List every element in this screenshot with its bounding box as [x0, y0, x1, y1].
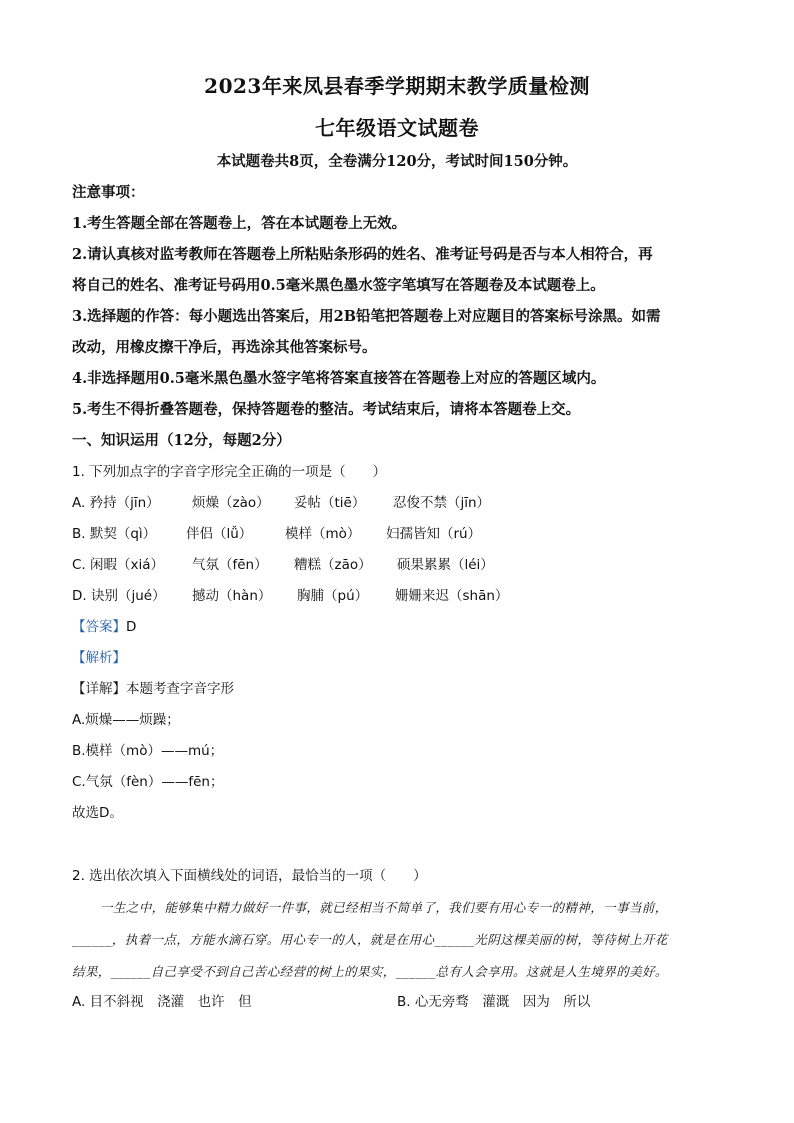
question-stem: 1. 下列加点字的字音字形完全正确的一项是（ ）: [72, 464, 387, 480]
detail-line: [72, 679, 732, 699]
passage-line: 结果，______自己享受不到自己苦心经营的树上的果实，______总有人会享用。这就是人生境界的美好。: [72, 964, 668, 979]
option-item: 糟糕（zāo）: [294, 557, 372, 573]
option-item: 模样（mò）: [285, 526, 361, 542]
option-item: 妇孺皆知（rú）: [386, 526, 482, 542]
analysis-tag: 【解析】: [72, 650, 126, 666]
notice-item: 2.请认真核对监考教师在答题卷上所粘贴条形码的姓名、准考证号码是否与本人相符合，再: [72, 246, 653, 263]
notice-item: 将自己的姓名、准考证号码用0.5毫米黑色墨水签字笔填写在答题卷及本试题卷上。: [72, 277, 605, 294]
option-item: 气氛（fēn）: [192, 557, 268, 573]
notice-item: 5.考生不得折叠答题卷，保持答题卷的整洁。考试结束后，请将本答题卷上交。: [72, 401, 581, 418]
explanation-line: 故选D。: [72, 805, 123, 821]
option-a: A. 目不斜视 浇灌 也许 但: [72, 994, 252, 1010]
question-stem: 2. 选出依次填入下面横线处的词语，最恰当的一项（ ）: [72, 868, 427, 884]
option-item: 忍俊不禁（jīn）: [393, 495, 491, 511]
exam-title: 2023年来凤县春季学期期末教学质量检测: [204, 74, 590, 98]
option-item: C. 闲暇（xiá）: [72, 557, 165, 573]
notice-heading: 注意事项：: [72, 184, 145, 201]
option-item: A. 矜持（jīn）: [72, 495, 160, 511]
exam-subject-title: 七年级语文试题卷: [315, 116, 479, 140]
option-item: 硕果累累（léi）: [397, 557, 494, 573]
exam-info: 本试题卷共8页，全卷满分120分，考试时间150分钟。: [216, 153, 578, 170]
section-heading: 一、知识运用（12分，每题2分）: [72, 432, 291, 449]
passage-line: 一生之中，能够集中精力做好一件事，就已经相当不简单了，我们要有用心专一的精神，一事当前，: [100, 900, 668, 915]
detail-text: 本题考查字音字形: [126, 681, 234, 697]
option-item: 伴侣（lǚ）: [186, 526, 253, 542]
notice-item: 1.考生答题全部在答题卷上，答在本试题卷上无效。: [72, 215, 407, 232]
option-item: 胸脯（pú）: [297, 588, 369, 604]
passage-line: ______，执着一点，方能水滴石穿。用心专一的人，就是在用心______光阴这棵美丽的树，等待树上开花: [72, 932, 668, 947]
explanation-line: A.烦燥——烦躁；: [72, 712, 180, 728]
option-item: D. 诀别（jué）: [72, 588, 166, 604]
option-item: B. 默契（qì）: [72, 526, 157, 542]
analysis-line: [72, 648, 732, 668]
option-b: B. 心无旁骛 灌溉 因为 所以: [397, 994, 591, 1010]
option-item: 妥帖（tiē）: [294, 495, 366, 511]
answer-line: [72, 617, 732, 637]
answer-tag: 【答案】: [72, 619, 126, 635]
detail-tag: 【详解】: [72, 681, 126, 697]
explanation-line: B.模样（mò）——mú；: [72, 743, 224, 759]
explanation-line: C.气氛（fèn）——fēn；: [72, 774, 224, 790]
notice-item: 4.非选择题用0.5毫米黑色墨水签字笔将答案直接答在答题卷上对应的答题区域内。: [72, 370, 606, 387]
notice-item: 改动，用橡皮擦干净后，再选涂其他答案标号。: [72, 339, 377, 356]
notice-item: 3.选择题的作答：每小题选出答案后，用2B铅笔把答题卷上对应题目的答案标号涂黑。如需: [72, 308, 661, 325]
option-item: 姗姗来迟（shān）: [395, 588, 509, 604]
answer-value: D: [126, 619, 137, 635]
option-item: 撼动（hàn）: [192, 588, 272, 604]
option-item: 烦燥（zào）: [192, 495, 270, 511]
